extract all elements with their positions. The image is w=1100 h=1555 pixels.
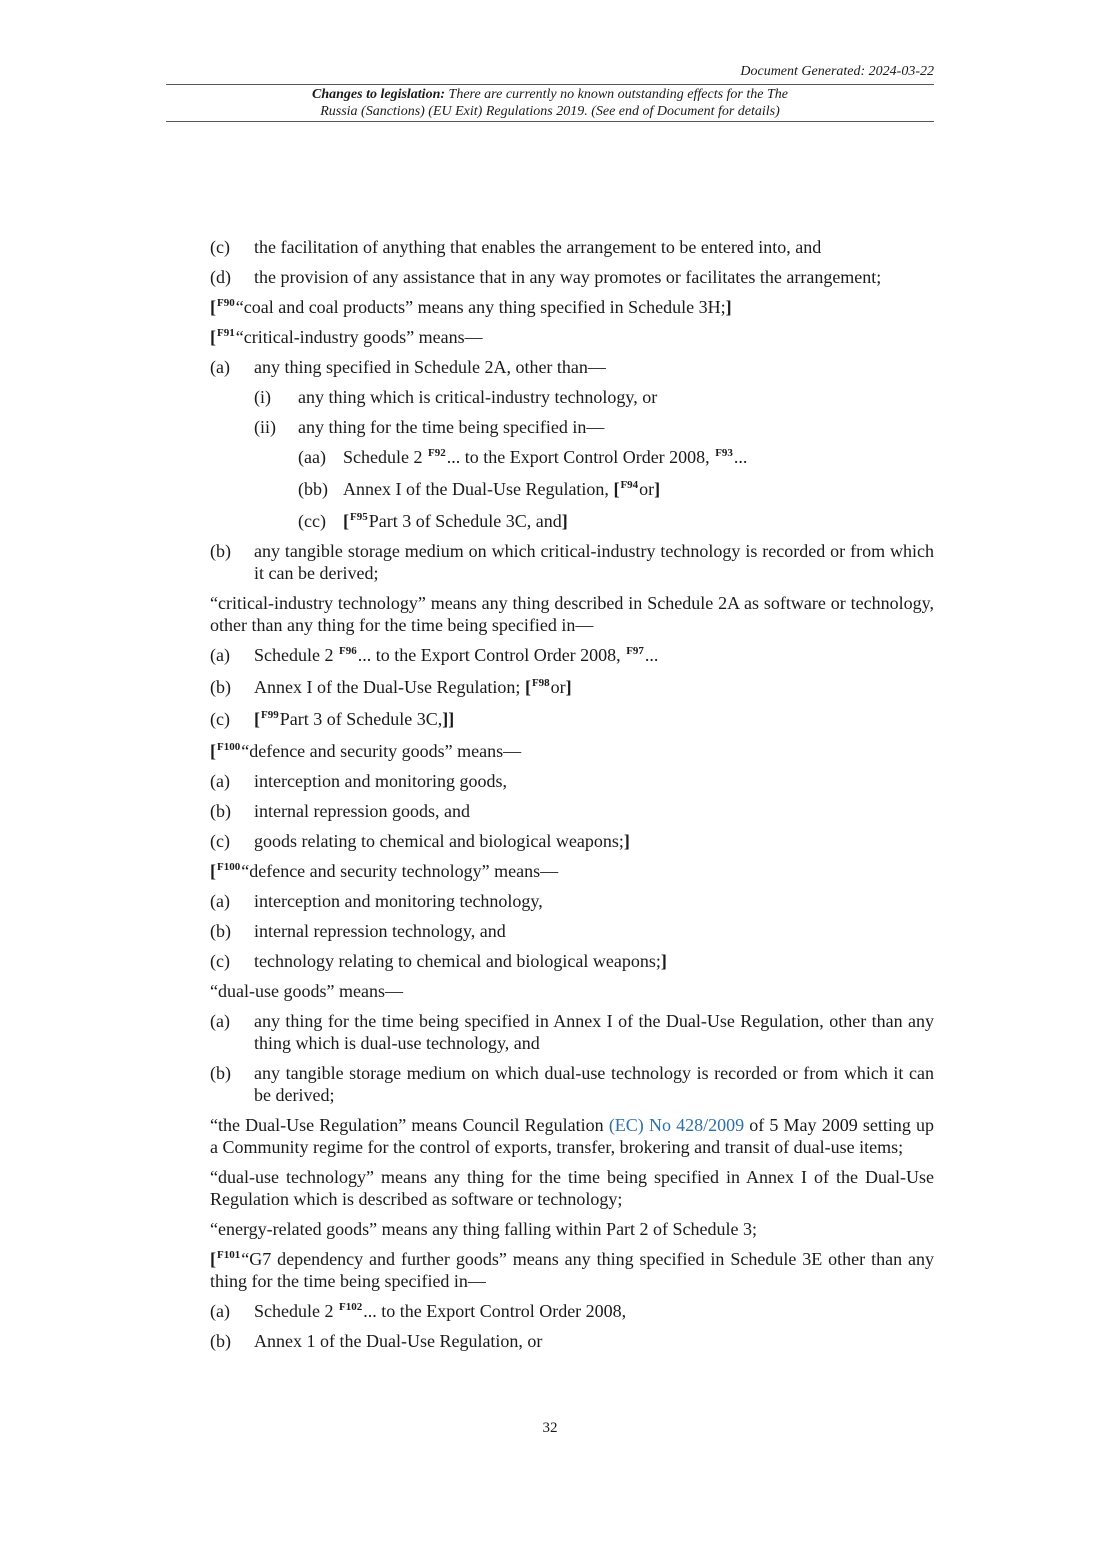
item-label: (b) (210, 1331, 231, 1351)
item-label: (a) (210, 645, 230, 665)
list-item (210, 540, 934, 584)
footnote-ref[interactable]: F98 (531, 677, 550, 689)
item-label: (d) (210, 267, 231, 287)
item-text (254, 1300, 934, 1322)
item-label: (a) (210, 357, 230, 377)
list-item (210, 950, 934, 972)
generated-date: Document Generated: 2024-03-22 (740, 64, 934, 79)
definition-dual-use-regulation (210, 1114, 934, 1158)
definition-energy-related-goods: “energy-related goods” means any thing falling within Part 2 of Schedule 3; (210, 1219, 758, 1239)
item-text: any tangible storage medium on which dual-use technology is recorded or from which it can be derived; (254, 1063, 934, 1105)
insert-bracket: [ (254, 709, 260, 729)
list-item (210, 416, 934, 438)
changes-label: Changes to legislation: (312, 87, 446, 102)
list-item (210, 478, 934, 500)
item-label: (c) (210, 831, 230, 851)
item-text: any thing which is critical-industry technology, or (298, 387, 658, 407)
list-item (210, 266, 934, 288)
header-rule-bottom (166, 121, 934, 122)
list-item (210, 1010, 934, 1054)
item-label: (ii) (254, 417, 276, 437)
insert-bracket: [ (210, 327, 216, 347)
definition-dual-use-goods: “dual-use goods” means— (210, 981, 403, 1001)
page-number: 32 (542, 1420, 558, 1436)
item-text: the facilitation of anything that enables the arrangement to be entered into, and (254, 237, 822, 257)
text-run: of 5 May 2009 setting up a Community regime for the control of exports, transfer, brokering and transit of dual-use items; (210, 1115, 934, 1157)
definition-text: “critical-industry goods” means— (235, 327, 483, 347)
insert-bracket: ]] (442, 709, 455, 729)
item-text (343, 510, 934, 532)
list-item (210, 356, 934, 378)
text-run: ... (733, 447, 748, 467)
list-item (210, 236, 934, 258)
insert-bracket: ] (660, 951, 667, 971)
footnote-ref[interactable]: F94 (620, 479, 639, 491)
header-rule-top (166, 84, 934, 85)
list-item (210, 770, 934, 792)
definition-coal (210, 296, 934, 318)
item-text: Annex 1 of the Dual-Use Regulation, or (254, 1331, 543, 1351)
definition-text: “defence and security technology” means— (241, 861, 559, 881)
list-item (210, 510, 934, 532)
insert-bracket: [ (210, 741, 216, 761)
text-run: or (550, 677, 566, 697)
item-label: (i) (254, 387, 271, 407)
footnote-ref[interactable]: F95 (350, 511, 368, 523)
text-run: Schedule 2 (343, 447, 427, 467)
item-label: (c) (210, 237, 230, 257)
footnote-ref[interactable]: F101 (217, 1249, 241, 1261)
list-item (210, 446, 934, 468)
text-run: ... to the Export Control Order 2008, (363, 1301, 627, 1321)
text-run: Annex I of the Dual-Use Regulation; (254, 677, 525, 697)
item-text: internal repression technology, and (254, 921, 506, 941)
item-text (343, 446, 934, 468)
list-item (210, 920, 934, 942)
text-run: Annex I of the Dual-Use Regulation, (343, 479, 614, 499)
text-run: goods relating to chemical and biological weapons; (254, 831, 624, 851)
definition-critical-industry-technology: “critical-industry technology” means any thing described in Schedule 2A as software or technology, other than any thing for the time being specified in— (210, 593, 934, 635)
list-item (210, 830, 934, 852)
item-text: any thing for the time being specified in— (298, 417, 605, 437)
text-run: ... to the Export Control Order 2008, (446, 447, 715, 467)
footnote-ref[interactable]: F99 (261, 709, 279, 721)
insert-bracket: [ (210, 1249, 216, 1269)
definition-text: “defence and security goods” means— (241, 741, 522, 761)
text-run: Part 3 of Schedule 3C, (279, 709, 443, 729)
footnote-ref[interactable]: F93 (715, 447, 733, 459)
text-run: ... (644, 645, 659, 665)
text-run: Part 3 of Schedule 3C, and (368, 511, 562, 531)
item-label: (b) (210, 677, 231, 697)
changes-line2: Russia (Sanctions) (EU Exit) Regulations 2019. (See end of Document for details) (320, 104, 780, 119)
footnote-ref[interactable]: F97 (626, 645, 644, 657)
definition-dual-use-technology: “dual-use technology” means any thing for the time being specified in Annex I of the Dual-Use Regulation which is described as software or technology; (210, 1167, 934, 1209)
item-label: (b) (210, 801, 231, 821)
list-item (210, 1300, 934, 1322)
list-item (210, 800, 934, 822)
list-item (210, 890, 934, 912)
item-text: interception and monitoring goods, (254, 771, 507, 791)
footnote-ref[interactable]: F92 (427, 447, 446, 459)
text-run: ... to the Export Control Order 2008, (357, 645, 626, 665)
item-label: (a) (210, 1301, 230, 1321)
definition-text: “coal and coal products” means any thing specified in Schedule 3H; (235, 297, 726, 317)
item-text (254, 708, 934, 730)
insert-bracket: [ (343, 511, 349, 531)
text-run: or (639, 479, 655, 499)
footnote-ref[interactable]: F100 (217, 861, 241, 873)
item-text: the provision of any assistance that in any way promotes or facilitates the arrangement; (254, 267, 882, 287)
item-text: interception and monitoring technology, (254, 891, 543, 911)
definition-text: “G7 dependency and further goods” means any thing specified in Schedule 3E other than any thing for the time being specified in— (210, 1249, 934, 1291)
insert-bracket: [ (524, 677, 531, 697)
footnote-ref[interactable]: F100 (217, 741, 241, 753)
footnote-ref[interactable]: F91 (217, 327, 235, 339)
text-run: technology relating to chemical and biological weapons; (254, 951, 661, 971)
item-label: (a) (210, 771, 230, 791)
item-text: any thing specified in Schedule 2A, other than— (254, 357, 606, 377)
text-run: Schedule 2 (254, 645, 338, 665)
insert-bracket: [ (613, 479, 620, 499)
item-label: (c) (210, 951, 230, 971)
item-label: (b) (210, 921, 231, 941)
item-label: (a) (210, 891, 230, 911)
item-text: internal repression goods, and (254, 801, 470, 821)
definition-defence-security-goods (210, 740, 934, 762)
item-label: (cc) (298, 511, 326, 531)
insert-bracket: ] (654, 479, 661, 499)
list-item (210, 1330, 934, 1352)
item-label: (a) (210, 1011, 230, 1031)
text-run: Schedule 2 (254, 1301, 338, 1321)
definition-g7-dependency-goods (210, 1248, 934, 1292)
text-run: “the Dual-Use Regulation” means Council Regulation (210, 1115, 609, 1135)
item-text (254, 950, 934, 972)
definition-critical-industry-goods (210, 326, 934, 348)
item-label: (bb) (298, 479, 328, 499)
insert-bracket: [ (210, 861, 216, 881)
list-item (210, 708, 934, 730)
regulation-link[interactable]: (EC) No 428/2009 (608, 1115, 745, 1135)
item-text: any tangible storage medium on which critical-industry technology is recorded or from which it can be derived; (254, 541, 934, 583)
item-text (254, 676, 934, 698)
item-label: (b) (210, 1063, 231, 1083)
insert-bracket: ] (561, 511, 568, 531)
list-item (210, 676, 934, 698)
footnote-ref[interactable]: F96 (338, 645, 357, 657)
insert-bracket: ] (565, 677, 572, 697)
item-text (254, 830, 934, 852)
item-text (254, 644, 934, 666)
footnote-ref[interactable]: F90 (217, 297, 235, 309)
insert-bracket: ] (623, 831, 630, 851)
item-text: any thing for the time being specified in Annex I of the Dual-Use Regulation, other than any thing which is dual-use technology, and (254, 1011, 934, 1053)
item-label: (b) (210, 541, 231, 561)
insert-bracket: ] (725, 297, 732, 317)
insert-bracket: [ (210, 297, 216, 317)
definition-defence-security-technology (210, 860, 934, 882)
document-body (210, 236, 934, 1360)
changes-line1: There are currently no known outstanding effects for the The (445, 87, 788, 102)
changes-notice (166, 86, 934, 120)
footnote-ref[interactable]: F102 (338, 1301, 363, 1313)
list-item (210, 386, 934, 408)
item-label: (aa) (298, 447, 326, 467)
item-text (343, 478, 934, 500)
item-label: (c) (210, 709, 230, 729)
list-item (210, 1062, 934, 1106)
list-item (210, 644, 934, 666)
